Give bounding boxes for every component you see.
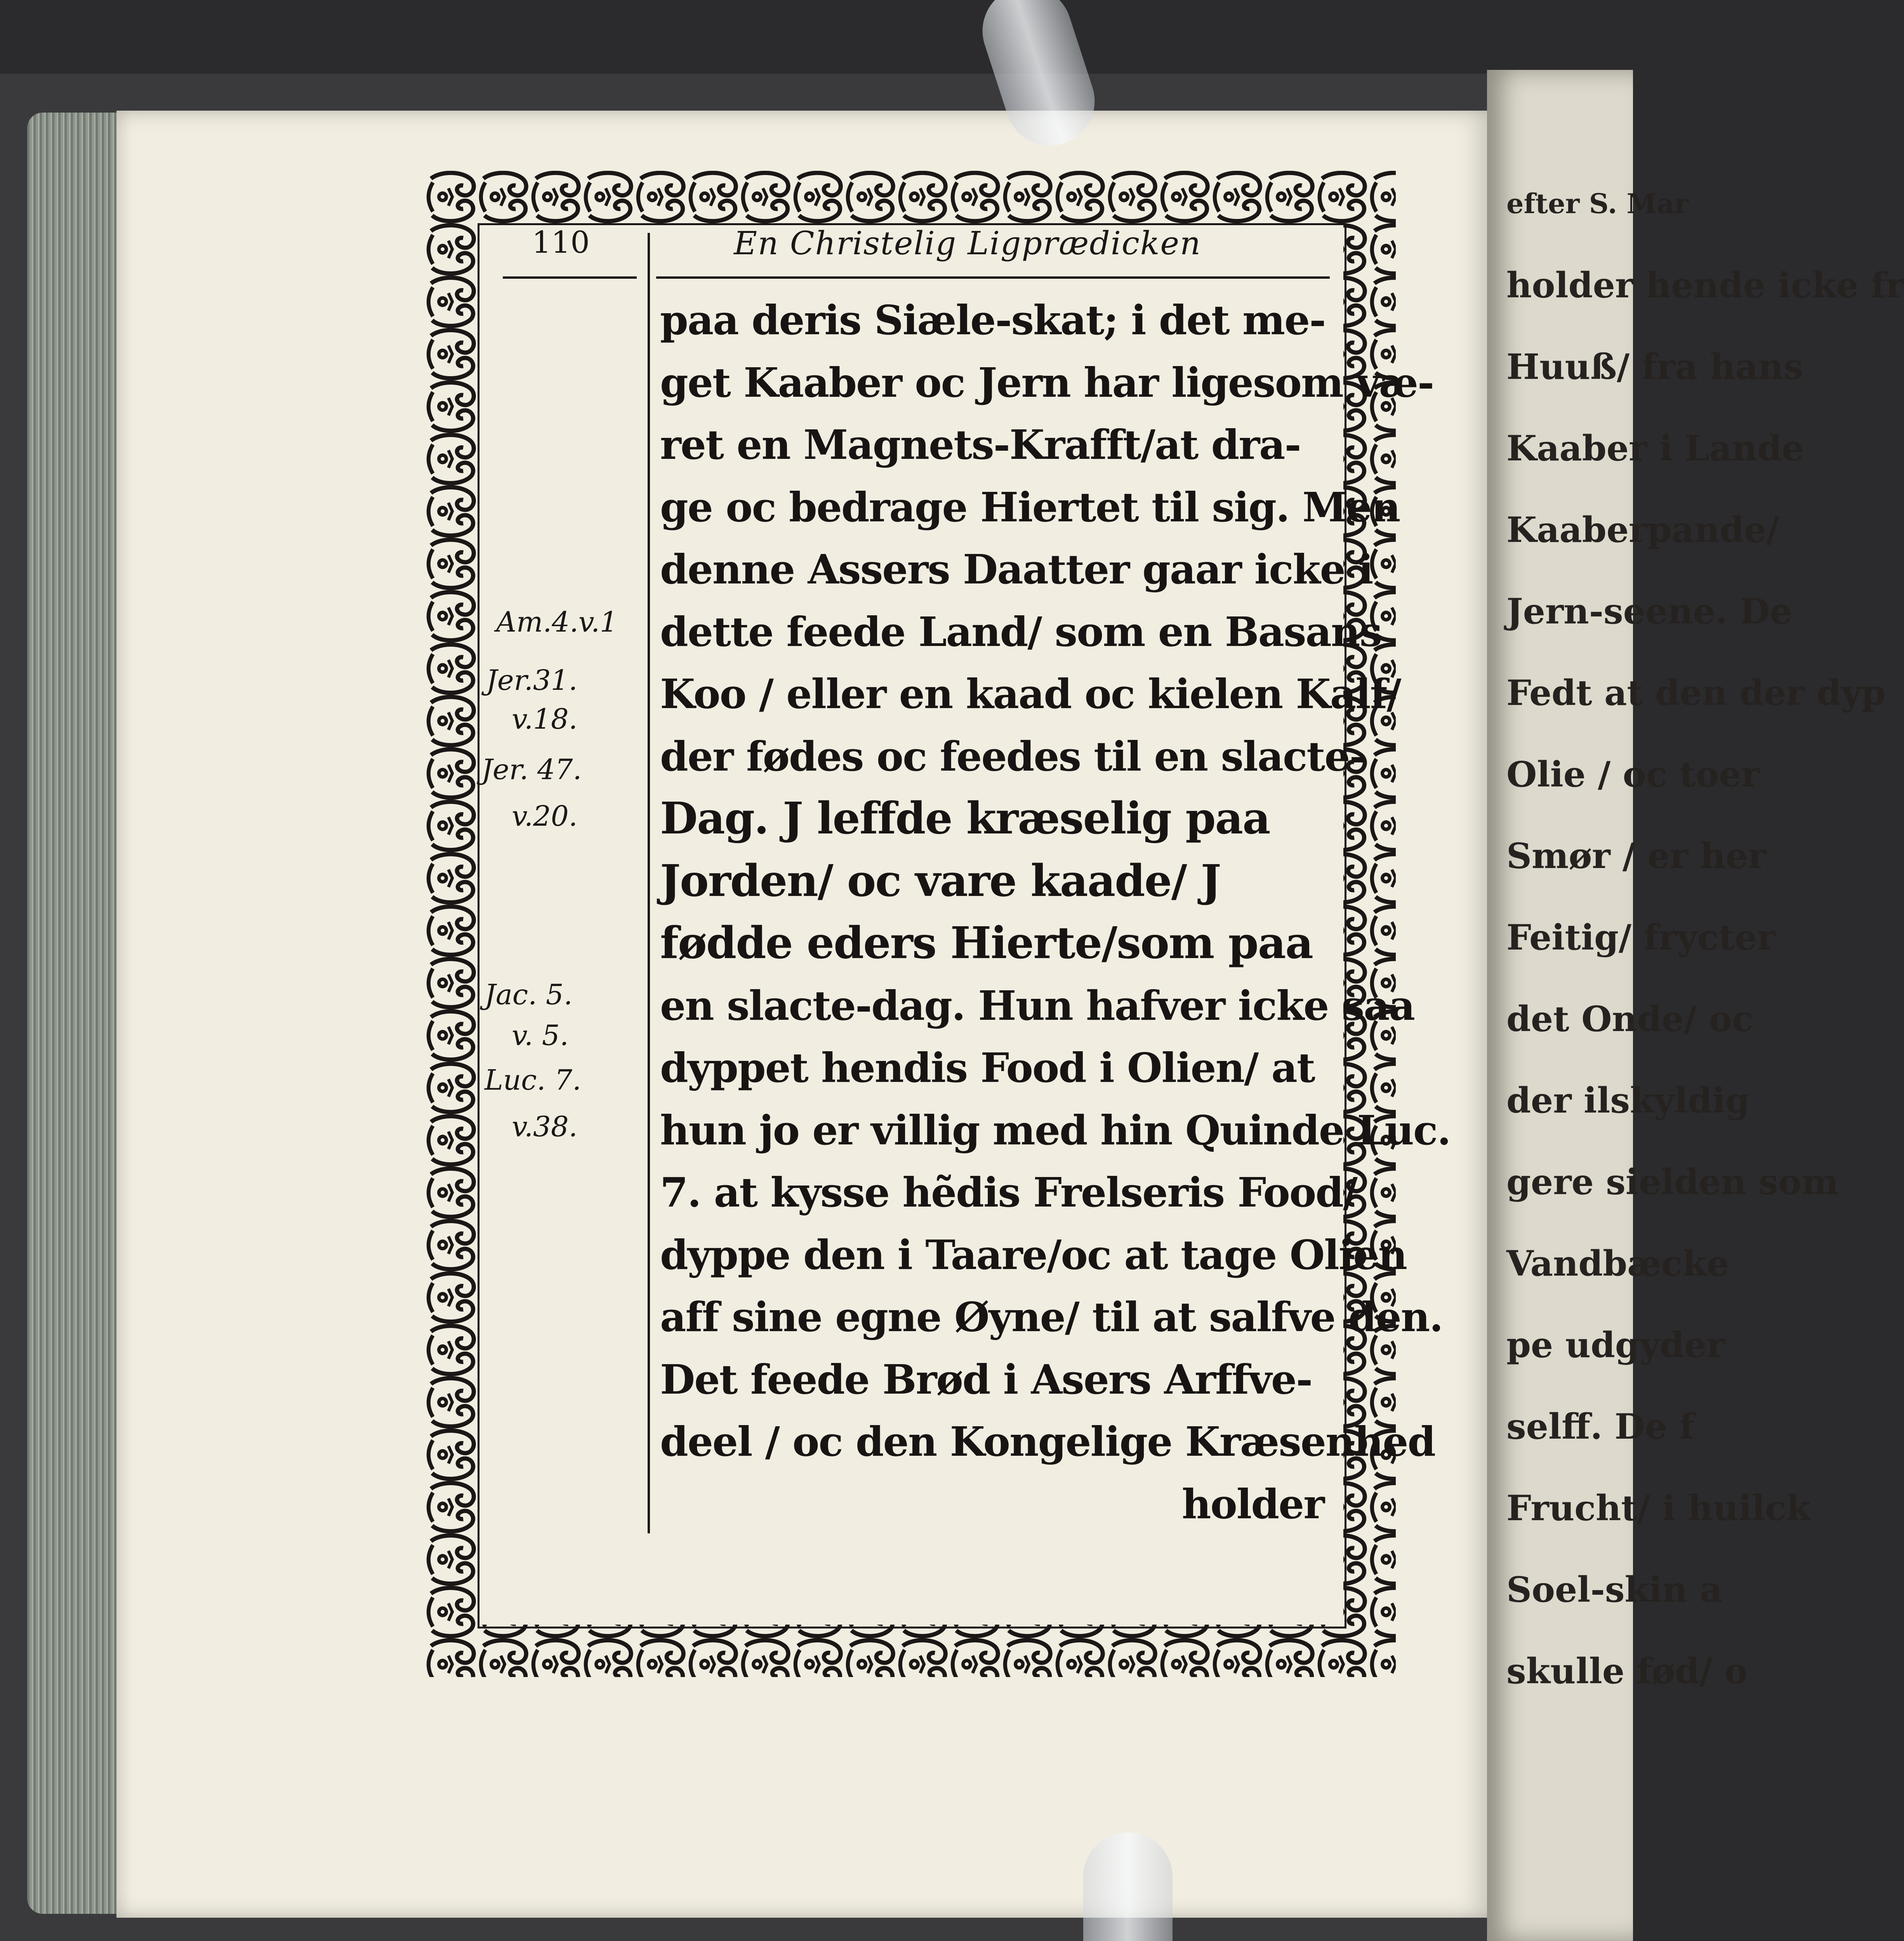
body-text [660,289,1451,1535]
margin-note: Jer.31. [486,664,578,696]
facing-line: Kaaber i Lande [1506,428,1804,469]
text-line: ge oc bedrage Hiertet til sig. Men [660,483,1400,531]
facing-line: selff. De f [1506,1406,1695,1447]
text-line: en slacte-dag. Hun hafver icke saa [660,981,1414,1030]
facing-line: Kaaberpande/ [1506,509,1779,550]
header-rule-margin [503,276,637,279]
facing-line: Feitig/ frycter [1506,917,1775,958]
text-line: 7. at kysse hẽdis Frelseris Food/ [660,1168,1357,1216]
facing-line: det Onde/ oc [1506,998,1754,1040]
text-line: der fødes oc feedes til en slacte- [660,732,1365,780]
facing-line: Vandbæcke [1506,1243,1729,1284]
text-line: hun jo er villig med hin Quinde Luc. [660,1106,1451,1154]
margin-note: v.38. [512,1110,578,1143]
facing-page-text [1506,163,1904,1712]
facing-line: Smør / er her [1506,835,1767,877]
facing-line: Olie / oc toer [1506,754,1760,795]
text-line: get Kaaber oc Jern har ligesom væ- [660,358,1434,406]
facing-line: der ilskyldig [1506,1080,1750,1121]
facing-line: skulle fød/ o [1506,1651,1748,1692]
facing-line: gere sielden som [1506,1161,1839,1203]
facing-page-header: efter S. Mar [1506,188,1689,220]
page-clip-bottom [1083,1832,1173,1941]
facing-line: Huuß/ fra hans [1506,346,1803,387]
page-edges [27,113,128,1914]
margin-note: v.20. [512,800,578,832]
text-line: aff sine egne Øyne/ til at salfve den. [660,1293,1443,1341]
header-rule-text [656,276,1330,279]
margin-note: v.18. [512,703,578,735]
facing-line: pe udgyder [1506,1325,1725,1366]
facing-line: Jern-seene. De [1506,591,1792,632]
column-rule [648,233,650,1533]
text-line: deel / oc den Kongelige Kræsenhed [660,1418,1435,1465]
text-line: fødde eders Hierte/som paa [660,918,1313,969]
text-line: Det feede Brød i Asers Arffve- [660,1355,1312,1403]
page-number: 110 [532,225,590,260]
facing-line: holder hende icke fr [1506,265,1904,306]
margin-note: Luc. 7. [485,1064,581,1096]
margin-note: Jer. 47. [481,753,582,786]
running-title: En Christelig Ligprædicken [734,225,1201,262]
text-line: dyppe den i Taare/oc at tage Olien [660,1231,1407,1279]
facing-line: Fedt at den der dyp [1506,672,1886,714]
text-line: paa deris Siæle-skat; i det me- [660,296,1326,344]
text-line: Dag. J leffde kræselig paa [660,793,1270,844]
facing-line: Frucht/ i huilck [1506,1488,1811,1529]
catchword: holder [1181,1480,1324,1528]
margin-note: Jac. 5. [485,978,573,1011]
margin-note: Am.4.v.1 [496,606,618,638]
text-line: Koo / eller en kaad oc kielen Kalf/ [660,670,1401,718]
running-head [481,225,1336,272]
text-line: denne Assers Daatter gaar icke i [660,545,1373,593]
text-line: ret en Magnets-Krafft/at dra- [660,421,1301,469]
facing-line: Soel-skin a [1506,1569,1723,1610]
text-line: Jorden/ oc vare kaade/ J [660,855,1221,906]
text-line: dette feede Land/ som en Basans [660,608,1382,656]
margin-note: v. 5. [512,1019,569,1052]
text-line: dyppet hendis Food i Olien/ at [660,1044,1315,1092]
